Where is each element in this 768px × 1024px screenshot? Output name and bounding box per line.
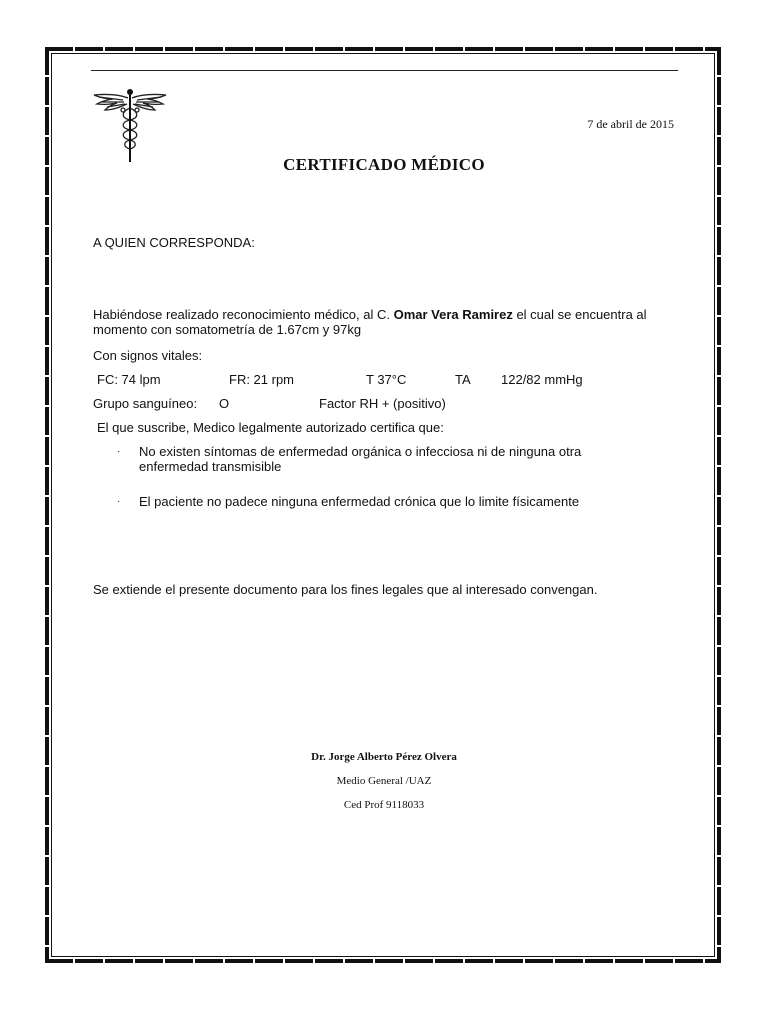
bullet-text: No existen síntomas de enfermedad orgánica o infecciosa ni de ninguna otra enfermedad transmisible [139,444,582,474]
blood-type-row [93,396,693,412]
intro-text: Habiéndose realizado reconocimiento médico, al C. [93,307,394,322]
header-rule [91,70,678,71]
document-title: CERTIFICADO MÉDICO [283,155,485,174]
border-bottom [45,959,721,963]
certify-line: El que suscribe, Medico legalmente autorizado certifica que: [97,420,444,435]
border-right [717,47,721,963]
bullet-dot: · [117,496,121,507]
border-top [45,47,721,51]
intro-paragraph [93,307,683,337]
vital-signs-row [93,372,693,388]
vital-ta-value: 122/82 mmHg [501,372,583,387]
vital-temp: T 37°C [366,372,407,387]
intro-rest: el cual se encuentra al momento con somatometría de 1.67cm y 97kg [93,307,647,337]
blood-group: O [219,396,230,411]
patient-name: Omar Vera Ramirez [393,307,513,322]
vital-fc: FC: 74 lpm [97,372,161,387]
document-date: 7 de abril de 2015 [587,117,674,131]
bullet-dot: · [117,446,121,457]
blood-rh: Factor RH + (positivo) [319,396,446,411]
bullet-text: El paciente no padece ninguna enfermedad crónica que lo limite físicamente [139,494,580,509]
vitals-heading: Con signos vitales: [93,348,203,363]
greeting: A QUIEN CORRESPONDA: [93,235,255,250]
closing-statement: Se extiende el presente documento para los fines legales que al interesado convengan. [93,582,598,597]
border-left [45,47,49,963]
vital-ta-label: TA [455,372,471,387]
signature-role: Medio General /UAZ [336,775,432,787]
signature-license: Ced Prof 9118033 [343,799,425,811]
signature-name: Dr. Jorge Alberto Pérez Olvera [311,751,457,763]
caduceus-icon [93,86,167,164]
blood-label: Grupo sanguíneo: [93,396,198,411]
vital-fr: FR: 21 rpm [229,372,295,387]
